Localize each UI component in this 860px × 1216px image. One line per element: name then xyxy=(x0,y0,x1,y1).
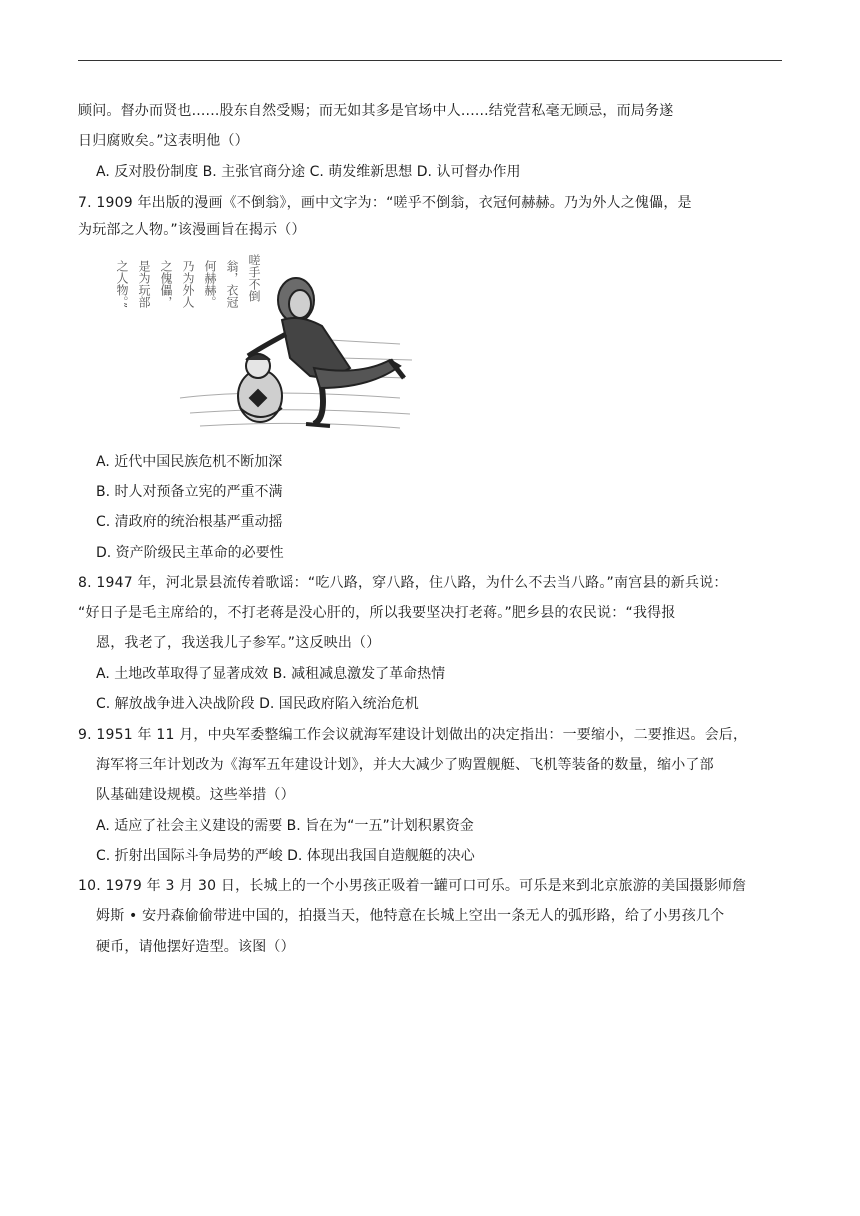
q9-options-cd: C. 折射出国际斗争局势的严峻 D. 体现出我国自造舰艇的决心 xyxy=(96,848,475,864)
q7-option-a: A. 近代中国民族危机不断加深 xyxy=(96,454,283,470)
q8-options-ab: A. 土地改革取得了显著成效 B. 减租减息激发了革命热情 xyxy=(96,666,446,682)
cartoon-caption-col-7: 之人物。” xyxy=(115,260,129,309)
cartoon-caption-col-6: 是为玩部 xyxy=(137,260,151,308)
q7-option-d: D. 资产阶级民主革命的必要性 xyxy=(96,545,284,561)
q7-line-2: 为玩部之人物。”该漫画旨在揭示（） xyxy=(78,222,306,238)
q9-line-2: 海军将三年计划改为《海军五年建设计划》，并大大减少了购置舰艇、飞机等装备的数量，缩小了部 xyxy=(96,757,714,773)
cartoon-caption-col-1: 嗟手不倒 xyxy=(247,254,261,302)
cartoon-caption-col-3: 何赫赫。 xyxy=(203,260,217,308)
q6-line-1: 顾问。督办而贤也......股东自然受赐；而无如其多是官场中人......结党营私毫无顾忌，而局务遂 xyxy=(78,103,674,119)
q9-options-ab: A. 适应了社会主义建设的需要 B. 旨在为“一五”计划积累资金 xyxy=(96,818,474,834)
q8-line-3: 恩，我老了，我送我儿子参军。”这反映出（） xyxy=(96,635,381,651)
q6-options: A. 反对股份制度 B. 主张官商分途 C. 萌发维新思想 D. 认可督办作用 xyxy=(96,164,521,180)
cartoon-caption-col-4: 乃为外人 xyxy=(181,260,195,308)
q7-line-1: 7. 1909 年出版的漫画《不倒翁》，画中文字为：“嗟乎不倒翁，衣冠何赫赫。乃为外人之傀儡，是 xyxy=(78,195,692,211)
q8-line-1: 8. 1947 年，河北景县流传着歌谣：“吃八路，穿八路，住八路，为什么不去当八路。”南宫县的新兵说： xyxy=(78,575,728,591)
q7-option-b: B. 时人对预备立宪的严重不满 xyxy=(96,484,283,500)
q10-line-1: 10. 1979 年 3 月 30 日，长城上的一个小男孩正吸着一罐可口可乐。可乐是来到北京旅游的美国摄影师詹 xyxy=(78,878,747,894)
header-rule xyxy=(78,60,782,61)
cartoon-caption-col-5: 之傀儡， xyxy=(159,260,173,308)
q7-option-c: C. 清政府的统治根基严重动摇 xyxy=(96,514,283,530)
q8-line-2: “好日子是毛主席给的，不打老蒋是没心肝的，所以我要坚决打老蒋。”肥乡县的农民说：“我得报 xyxy=(78,605,676,621)
q8-options-cd: C. 解放战争进入决战阶段 D. 国民政府陷入统治危机 xyxy=(96,696,419,712)
q9-line-1: 9. 1951 年 11 月，中央军委整编工作会议就海军建设计划做出的决定指出：一要缩小，二要推迟。会后， xyxy=(78,727,748,743)
q10-line-2: 姆斯 • 安丹森偷偷带进中国的，拍摄当天，他特意在长城上空出一条无人的弧形路，给了小男孩几个 xyxy=(96,908,725,924)
q9-line-3: 队基础建设规模。这些举措（） xyxy=(96,787,295,803)
q10-line-3: 硬币，请他摆好造型。该图（） xyxy=(96,939,295,955)
q6-line-2: 日归腐败矣。”这表明他（） xyxy=(78,133,249,149)
cartoon-caption-col-2: 翁，衣冠 xyxy=(225,260,239,308)
cartoon-budaoweng-image xyxy=(100,248,420,436)
